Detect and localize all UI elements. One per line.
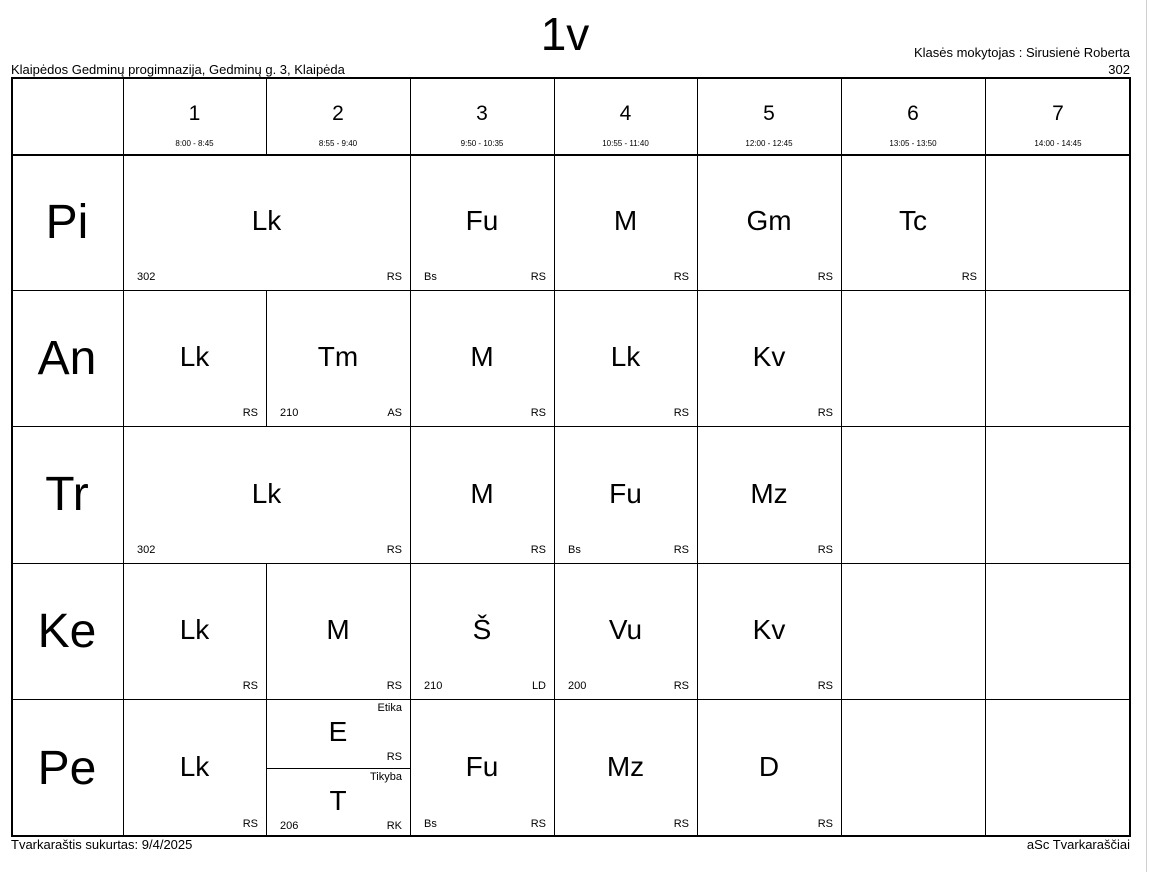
row-divider <box>11 154 1131 156</box>
lesson-cell <box>985 154 1131 290</box>
lesson-subject: Lk <box>179 751 210 782</box>
period-number: 5 <box>763 102 775 125</box>
lesson-cell <box>697 154 841 290</box>
group-name: Etika <box>377 702 402 714</box>
day-label <box>11 426 123 563</box>
lesson-teacher: RS <box>242 818 258 830</box>
lesson-cell <box>410 699 554 837</box>
lesson-room: 210 <box>280 407 299 419</box>
lesson-cell <box>697 290 841 426</box>
lesson-cell <box>410 154 554 290</box>
period-header <box>554 77 697 154</box>
lesson-teacher: RS <box>673 271 689 283</box>
row-divider <box>11 699 1131 700</box>
lesson-cell <box>841 699 985 837</box>
row-divider <box>11 290 1131 291</box>
lesson-subject: Tc <box>899 205 927 236</box>
day-name: Pi <box>45 195 89 249</box>
lesson-subject: Lk <box>179 341 210 372</box>
lesson-subject: Mz <box>750 477 788 509</box>
lesson-room: 200 <box>568 680 587 692</box>
lesson-cell <box>123 563 266 699</box>
lesson-teacher: RS <box>817 271 833 283</box>
period-time: 8:00 - 8:45 <box>175 139 214 148</box>
period-header <box>985 77 1131 154</box>
day-name: Ke <box>37 604 97 658</box>
lesson-room: Bs <box>568 544 581 556</box>
row-divider <box>11 563 1131 564</box>
lesson-room: 210 <box>424 680 443 692</box>
lesson-subject: M <box>326 614 350 645</box>
lesson-subject: D <box>758 751 780 782</box>
lesson-teacher: RS <box>386 544 402 556</box>
lesson-teacher: RS <box>673 407 689 419</box>
lesson-teacher: AS <box>387 407 402 419</box>
lesson-subject: Š <box>472 614 492 645</box>
lesson-subject: Fu <box>465 205 499 236</box>
day-name: An <box>37 331 97 385</box>
created-date: Tvarkaraštis sukurtas: 9/4/2025 <box>11 837 193 852</box>
period-number: 7 <box>1052 102 1064 125</box>
lesson-teacher: RS <box>817 680 833 692</box>
lesson-cell <box>985 563 1131 699</box>
lesson-teacher: LD <box>531 680 546 692</box>
class-room: 302 <box>1108 62 1130 77</box>
day-label <box>11 154 123 290</box>
period-header <box>697 77 841 154</box>
header-divider <box>985 77 986 154</box>
header-divider <box>841 77 842 154</box>
header-divider <box>410 77 411 154</box>
lesson-subject: Fu <box>609 477 642 509</box>
lesson-teacher: RS <box>242 680 258 692</box>
lesson-cell <box>697 699 841 837</box>
lesson-subject: Gm <box>746 205 792 236</box>
lesson-cell <box>697 426 841 563</box>
lesson-room: 302 <box>137 271 156 283</box>
day-name: Tr <box>45 468 89 521</box>
lesson-teacher: RS <box>961 271 977 283</box>
lesson-cell <box>985 290 1131 426</box>
lesson-teacher: RS <box>386 751 402 763</box>
lesson-subject: Kv <box>752 341 786 372</box>
lesson-subject: Vu <box>608 614 643 645</box>
lesson-cell <box>266 563 410 699</box>
brand-label: aSc Tvarkaraščiai <box>1026 837 1130 852</box>
lesson-room: Bs <box>424 818 437 830</box>
lesson-teacher: RS <box>386 271 402 283</box>
lesson-cell <box>841 154 985 290</box>
lesson-cell <box>841 290 985 426</box>
period-time: 13:05 - 13:50 <box>889 139 937 148</box>
period-header <box>410 77 554 154</box>
lesson-cell <box>985 699 1131 837</box>
lesson-cell <box>841 426 985 563</box>
lesson-teacher: RS <box>817 818 833 830</box>
lesson-room: 206 <box>280 820 299 832</box>
lesson-cell <box>266 699 410 837</box>
lesson-room: 302 <box>137 544 156 556</box>
class-teacher: Klasės mokytojas : Sirusienė Roberta <box>913 45 1130 60</box>
period-header <box>841 77 985 154</box>
day-label <box>11 563 123 699</box>
lesson-room: Bs <box>424 271 437 283</box>
period-time: 14:00 - 14:45 <box>1034 139 1082 148</box>
lesson-cell <box>554 699 697 837</box>
lesson-teacher: RK <box>386 820 402 832</box>
lesson-cell <box>123 290 266 426</box>
day-name: Pe <box>37 741 97 795</box>
lesson-subject: M <box>470 477 494 509</box>
period-number: 1 <box>188 102 201 125</box>
lesson-subject: Fu <box>465 751 499 782</box>
day-label <box>11 290 123 426</box>
group-name: Tikyba <box>370 771 402 783</box>
lesson-teacher: RS <box>673 818 689 830</box>
lesson-subject: M <box>613 205 638 236</box>
lesson-teacher: RS <box>817 407 833 419</box>
lesson-subject: Tm <box>317 341 359 372</box>
lesson-teacher: RS <box>530 544 546 556</box>
row-divider <box>11 426 1131 427</box>
lesson-cell <box>554 563 697 699</box>
lesson-subject: Mz <box>606 751 645 782</box>
header-divider <box>697 77 698 154</box>
lesson-teacher: RS <box>530 818 546 830</box>
lesson-cell <box>841 563 985 699</box>
lesson-subject: Kv <box>752 614 786 645</box>
lesson-teacher: RS <box>530 407 546 419</box>
lesson-cell <box>410 563 554 699</box>
lesson-cell <box>554 290 697 426</box>
period-time: 9:50 - 10:35 <box>460 139 504 148</box>
period-time: 12:00 - 12:45 <box>745 139 793 148</box>
lesson-teacher: RS <box>386 680 402 692</box>
period-header <box>123 77 266 154</box>
lesson-subject: E <box>328 716 348 747</box>
period-number: 2 <box>332 102 344 125</box>
lesson-subject: T <box>329 785 347 816</box>
timetable-grid <box>11 77 1131 837</box>
lesson-subject: Lk <box>610 341 641 372</box>
period-time: 10:55 - 11:40 <box>602 139 649 148</box>
lesson-teacher: RS <box>530 271 546 283</box>
group-divider <box>266 768 410 769</box>
lesson-teacher: RS <box>673 680 689 692</box>
school-name: Klaipėdos Gedminų progimnazija, Gedminų g. 3, Klaipėda <box>11 62 345 77</box>
lesson-subject: Lk <box>251 205 282 236</box>
day-label <box>11 699 123 837</box>
lesson-cell <box>123 699 266 837</box>
lesson-cell <box>985 426 1131 563</box>
period-number: 6 <box>907 102 919 125</box>
header-divider <box>554 77 555 154</box>
lesson-cell <box>554 426 697 563</box>
lesson-subject: Lk <box>179 614 210 645</box>
period-number: 4 <box>619 102 632 125</box>
lesson-cell <box>697 563 841 699</box>
lesson-cell <box>410 290 554 426</box>
page-edge-line <box>1146 0 1147 872</box>
lesson-cell <box>123 426 410 563</box>
period-number: 3 <box>476 102 488 125</box>
lesson-teacher: RS <box>673 544 689 556</box>
lesson-teacher: RS <box>817 544 833 556</box>
lesson-cell <box>266 290 410 426</box>
header-divider <box>266 77 267 154</box>
lesson-cell <box>554 154 697 290</box>
lesson-subject: Lk <box>251 477 282 509</box>
lesson-subject: M <box>470 341 494 372</box>
period-time: 8:55 - 9:40 <box>318 139 358 148</box>
period-header <box>266 77 410 154</box>
day-column-divider <box>123 77 124 837</box>
lesson-cell <box>123 154 410 290</box>
class-title: 1v <box>540 8 590 60</box>
lesson-cell <box>410 426 554 563</box>
lesson-teacher: RS <box>242 407 258 419</box>
